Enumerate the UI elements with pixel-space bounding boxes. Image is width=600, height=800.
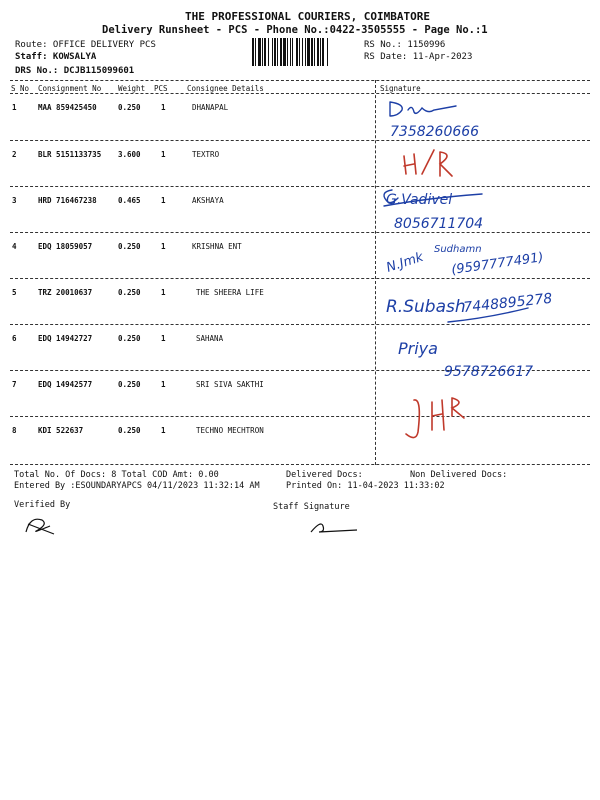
row-sno: 5 — [12, 288, 17, 297]
barcode-image — [252, 38, 358, 66]
company-title: THE PROFESSIONAL COURIERS, COIMBATORE — [185, 10, 431, 23]
delivered-docs: Delivered Docs: — [286, 470, 363, 480]
row-sno: 7 — [12, 380, 17, 389]
row-consignment: TRZ 20010637 — [38, 288, 93, 297]
row-weight: 0.250 — [118, 103, 141, 112]
barcode-bar — [290, 38, 291, 66]
row-weight: 0.465 — [118, 196, 141, 205]
row-consignee: KRISHNA ENT — [192, 242, 242, 251]
rs-date: RS Date: 11-Apr-2023 — [364, 52, 473, 62]
row-consignee: DHANAPAL — [192, 103, 229, 112]
signature-column-divider — [375, 80, 376, 465]
row-weight: 0.250 — [118, 288, 141, 297]
barcode-bar — [307, 38, 310, 66]
entered-by: Entered By :ESOUNDARYAPCS 04/11/2023 11:32:14 AM — [14, 481, 260, 491]
barcode-bar — [255, 38, 256, 66]
col-header-signature: Signature — [380, 84, 421, 93]
row-pcs: 1 — [161, 150, 166, 159]
barcode-bar — [314, 38, 315, 66]
svg-text:8056711704: 8056711704 — [394, 216, 484, 232]
row-sno: 6 — [12, 334, 17, 343]
svg-text:Sudhamn: Sudhamn — [434, 244, 482, 255]
verified-by-label: Verified By — [14, 500, 71, 510]
barcode-bar — [264, 38, 266, 66]
row-weight: 3.600 — [118, 150, 141, 159]
barcode-bar — [287, 38, 288, 66]
barcode-bar — [302, 38, 303, 66]
row-pcs: 1 — [161, 334, 166, 343]
runsheet-subtitle: Delivery Runsheet - PCS - Phone No.:0422-3505555 - Page No.:1 — [102, 24, 488, 36]
svg-text:9578726617: 9578726617 — [444, 364, 534, 380]
barcode-bar — [274, 38, 276, 66]
row-pcs: 1 — [161, 103, 166, 112]
printed-on: Printed On: 11-04-2023 11:33:02 — [286, 481, 445, 491]
verifier-signature — [20, 512, 70, 538]
col-header-weight: Weight — [118, 84, 146, 93]
barcode-bar — [299, 38, 300, 66]
svg-text:G.Vadivel: G.Vadivel — [386, 192, 453, 208]
svg-text:R.Subash: R.Subash — [386, 297, 466, 317]
table-top-border — [10, 80, 590, 81]
row-weight: 0.250 — [118, 242, 141, 251]
svg-text:N.Jmk: N.Jmk — [384, 249, 426, 276]
non-delivered-docs: Non Delivered Docs: — [410, 470, 508, 480]
rs-number: RS No.: 1150996 — [364, 40, 446, 50]
row-pcs: 1 — [161, 380, 166, 389]
drs-number: DRS No.: DCJB115099601 — [15, 66, 135, 76]
handwritten-signatures — [378, 94, 590, 466]
row-consignee: SAHANA — [196, 334, 224, 343]
row-consignment: KDI 522637 — [38, 426, 84, 435]
row-sno: 8 — [12, 426, 17, 435]
svg-text:(9597777491): (9597777491) — [450, 250, 545, 278]
row-consignment: BLR 5151133735 — [38, 150, 102, 159]
row-consignment: EDQ 14942577 — [38, 380, 93, 389]
row-consignee: AKSHAYA — [192, 196, 224, 205]
row-pcs: 1 — [161, 288, 166, 297]
row-consignment: MAA 859425450 — [38, 103, 97, 112]
barcode-bar — [327, 38, 328, 66]
row-weight: 0.250 — [118, 380, 141, 389]
barcode-bar — [296, 38, 298, 66]
barcode-bar — [280, 38, 282, 66]
row-consignee: THE SHEERA LIFE — [196, 288, 264, 297]
row-consignee: SRI SIVA SAKTHI — [196, 380, 264, 389]
staff-signature-mark — [305, 516, 365, 538]
barcode-bar — [305, 38, 306, 66]
row-pcs: 1 — [161, 426, 166, 435]
row-consignee: TECHNO MECHTRON — [196, 426, 264, 435]
barcode-bar — [283, 38, 286, 66]
barcode-bar — [311, 38, 313, 66]
barcode-bar — [277, 38, 278, 66]
route-label: Route: OFFICE DELIVERY PCS — [15, 40, 156, 50]
barcode-bar — [322, 38, 324, 66]
barcode-bar — [317, 38, 319, 66]
col-header-pcs: PCS — [154, 84, 168, 93]
svg-text:7358260666: 7358260666 — [390, 124, 480, 140]
row-consignment: HRD 716467238 — [38, 196, 97, 205]
barcode-bar — [252, 38, 254, 66]
staff-signature-label: Staff Signature — [273, 502, 350, 512]
row-consignment: EDQ 18059057 — [38, 242, 93, 251]
row-sno: 2 — [12, 150, 17, 159]
col-header-consignment: Consignment No — [38, 84, 102, 93]
row-weight: 0.250 — [118, 426, 141, 435]
row-sno: 3 — [12, 196, 17, 205]
row-consignee: TEXTRO — [192, 150, 220, 159]
barcode-bar — [258, 38, 261, 66]
row-pcs: 1 — [161, 196, 166, 205]
barcode-bar — [272, 38, 273, 66]
barcode-bar — [320, 38, 321, 66]
barcode-bar — [262, 38, 263, 66]
staff-label: Staff: KOWSALYA — [15, 52, 97, 62]
row-pcs: 1 — [161, 242, 166, 251]
total-docs: Total No. Of Docs: 8 Total COD Amt: 0.00 — [14, 470, 219, 480]
svg-text:Priya: Priya — [398, 339, 438, 358]
barcode-bar — [268, 38, 269, 66]
svg-text:7448895278: 7448895278 — [462, 290, 554, 316]
row-sno: 1 — [12, 103, 17, 112]
col-header-consignee: Consignee Details — [187, 84, 264, 93]
col-header-sno: S No — [11, 84, 30, 93]
row-sno: 4 — [12, 242, 17, 251]
barcode-bar — [292, 38, 293, 66]
row-weight: 0.250 — [118, 334, 141, 343]
row-consignment: EDQ 14942727 — [38, 334, 93, 343]
